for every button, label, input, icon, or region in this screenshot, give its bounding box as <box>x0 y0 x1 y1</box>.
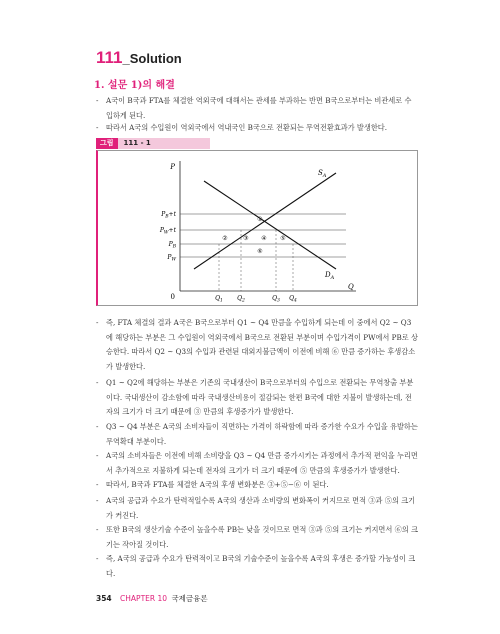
region-1: ① <box>257 216 263 223</box>
price-label-pb: $P_B$ <box>168 241 176 250</box>
region-5: ⑤ <box>280 235 286 242</box>
q1-label: $Q_1$ <box>215 295 223 304</box>
axis-p-label: P <box>170 163 175 171</box>
bullet-item: - 즉, FTA 체결의 결과 A국은 B국으로부터 Q1 ~ Q4 만큼을 수입하게 되는데 이 중에서 Q2 ~ Q3에 해당하는 부분은 그 수입원이 역외국에서 B국으로 전환된 부분이며 수입가격이 PW에서 PB로 상승한다. 따라서 Q2 ~ Q3의 수입과 관련된 대외지불금액이 이전에 비해 ⑥ 만큼 증가하는 후생감소가 발생한다. <box>96 318 418 371</box>
price-label-pb-t: $P_B+t$ <box>161 211 176 220</box>
region-2: ② <box>222 235 228 242</box>
demand-label: $D_A$ <box>325 271 335 281</box>
axis-q-label: Q <box>348 283 354 291</box>
fta-diagram <box>98 151 418 305</box>
price-label-pw-t: $P_W+t$ <box>159 227 176 236</box>
page-number: 354 <box>96 594 112 603</box>
supply-label: $S_A$ <box>318 169 327 179</box>
figure-number: 111 - 1 <box>118 138 210 149</box>
solution-label: _Solution <box>122 51 182 66</box>
problem-number: 111 <box>96 48 123 67</box>
demand-curve <box>204 181 336 269</box>
q3-label: $Q_3$ <box>272 295 280 304</box>
bullet-item: - 즉, A국의 공급과 수요가 탄력적이고 B국의 기술수준이 높을수록 A국의 후생은 증가할 가능성이 크다. <box>96 554 416 578</box>
figure-label: 그림 <box>96 138 118 149</box>
region-4: ④ <box>261 235 267 242</box>
price-label-pw: $P_W$ <box>167 254 176 263</box>
bullet-item: - A국의 공급과 수요가 탄력적일수록 A국의 생산과 소비량의 변화폭이 커지므로 면적 ③과 ⑤의 크기가 커진다. <box>96 496 416 520</box>
bullet-item: - A국이 B국과 FTA를 체결한 역외국에 대해서는 관세를 부과하는 반면 B국으로부터는 비관세로 수입하게 된다. <box>96 96 412 120</box>
page-footer <box>96 593 208 604</box>
chapter-label: CHAPTER 10 <box>120 594 168 603</box>
bullet-item: - 따라서, B국과 FTA를 체결한 A국의 후생 변화분은 ③+⑤−⑥ 이 된다. <box>96 480 329 489</box>
bullet-item: - 또한 B국의 생산기술 수준이 높을수록 PB는 낮을 것이므로 면적 ③과 ⑤의 크기는 커지면서 ⑥의 크기는 작아질 것이다. <box>96 525 418 549</box>
bullet-item: - 따라서 A국의 수입원이 역외국에서 역내국인 B국으로 전환되는 무역전환효과가 발생한다. <box>96 123 387 132</box>
q2-label: $Q_2$ <box>237 295 245 304</box>
bullet-item: - Q3 ~ Q4 부분은 A국의 소비자들이 직면하는 가격이 하락함에 따라 증가한 수요가 수입을 유발하는 무역확대 부분이다. <box>96 422 418 446</box>
figure-box <box>96 150 418 306</box>
chapter-title: 국제금융론 <box>171 594 208 603</box>
origin-label: 0 <box>170 293 175 301</box>
region-6: ⑥ <box>257 248 263 255</box>
region-3: ③ <box>243 235 249 242</box>
page-title <box>96 48 182 68</box>
q4-label: $Q_4$ <box>289 295 297 304</box>
figure-tag <box>96 138 210 149</box>
bullet-item: - Q1 ~ Q2에 해당하는 부분은 기존의 국내생산이 B국으로부터의 수입으로 전환되는 무역창출 부분이다. 국내생산이 감소함에 따라 국내생산비용이 절감되는 한편 B국에 대한 지불이 발생하는데, 전자의 크기가 더 크기 때문에 ③ 만큼의 후생증가가 발생한다. <box>96 378 414 416</box>
section-title: 1. 설문 1)의 해결 <box>94 80 175 91</box>
bullet-item: - A국의 소비자들은 이전에 비해 소비량을 Q3 ~ Q4 만큼 증가시키는 과정에서 추가적 편익을 누리면서 추가적으로 지불하게 되는데 전자의 크기가 더 크기 때문에 ⑤ 만큼의 후생증가가 발생한다. <box>96 451 418 475</box>
